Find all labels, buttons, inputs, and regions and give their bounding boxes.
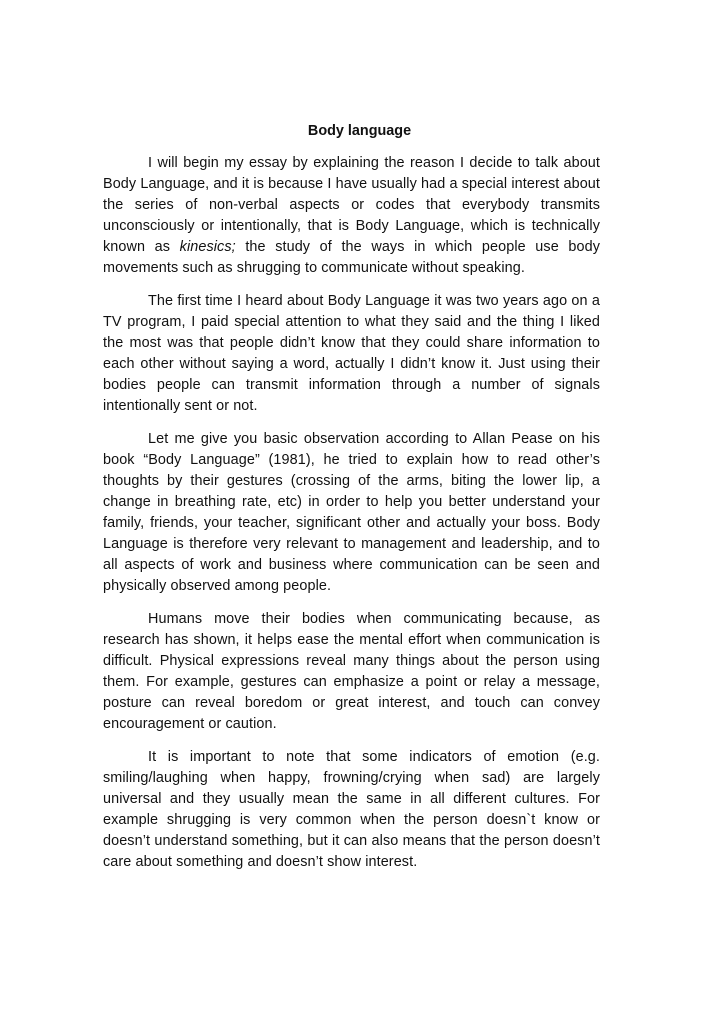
paragraph-1-italic-term: kinesics; (179, 239, 236, 255)
paragraph-2: The first time I heard about Body Language it was two years ago on a TV program, I paid special attention to what they said and the thing I liked the most was that people didn’t know that they could share information to each other without saying a word, actually I didn’t know it. Just using their bodies people can transmit information through a number of signals intentionally sent or not. (103, 293, 600, 414)
paragraph-1 (103, 153, 600, 279)
paragraph-5: It is important to note that some indicators of emotion (e.g. smiling/laughing when happy, frowning/crying when sad) are largely universal and they usually mean the same in all different cultures. For example shrugging is very common when the person doesn`t know or doesn’t understand something, but it can also means that the person doesn’t care about something and doesn’t show interest. (103, 749, 600, 870)
paragraph-3: Let me give you basic observation according to Allan Pease on his book “Body Language” (1981), he tried to explain how to read other’s thoughts by their gestures (crossing of the arms, biting the lower lip, a change in breathing rate, etc) in order to help you better understand your family, friends, your teacher, significant other and actually your boss. Body Language is therefore very relevant to management and leadership, and to all aspects of work and business where communication can be seen and physically observed among people. (103, 431, 600, 594)
essay-body (103, 153, 600, 885)
paragraph-4: Humans move their bodies when communicating because, as research has shown, it helps ease the mental effort when communication is difficult. Physical expressions reveal many things about the person using them. For example, gestures can emphasize a point or relay a message, posture can reveal boredom or great interest, and touch can convey encouragement or caution. (103, 611, 600, 732)
page-title: Body language (307, 123, 412, 139)
paragraph-1-text-before: I will begin my essay by explaining the reason I decide to talk about Body Language, and it is because I have usually had a special interest about the series of non-verbal aspects or codes that everybody transmits unconsciously or intentionally, that is Body Language, which is technically known as (103, 155, 600, 255)
paragraph-1-text-after: the study of the ways in which people use body movements such as shrugging to communicate without speaking. (103, 239, 600, 276)
